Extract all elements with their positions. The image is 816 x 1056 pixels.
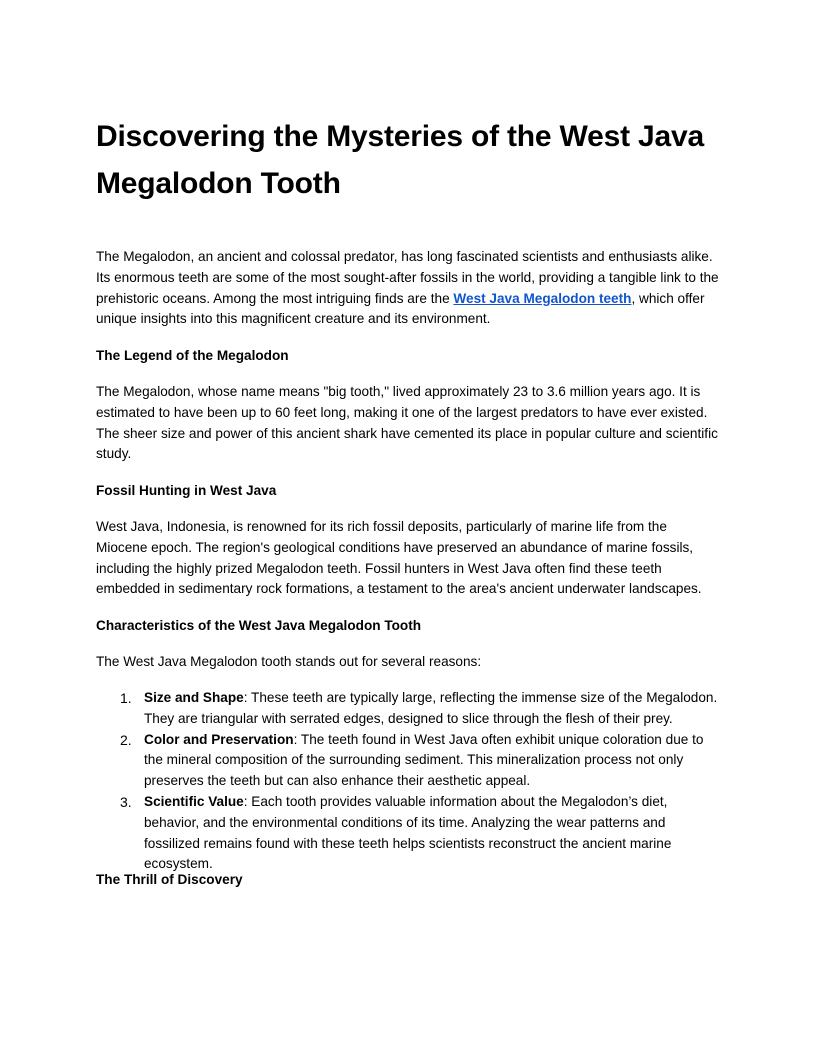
intro-text-after-link: , which offer unique insights into this magnificent creature and its environment. xyxy=(96,290,705,327)
list-item-text: : These teeth are typically large, reflecting the immense size of the Megalodon. They are triangular with serrated edges, designed to slice through the flesh of their prey. xyxy=(144,690,718,726)
list-item xyxy=(96,688,720,730)
section-text-characteristics: The West Java Megalodon tooth stands out for several reasons: xyxy=(96,654,482,669)
page-title: Discovering the Mysteries of the West Java Megalodon Tooth xyxy=(96,120,704,200)
list-item xyxy=(96,730,720,792)
list-item-term: Size and Shape xyxy=(144,690,244,705)
section-heading-characteristics: Characteristics of the West Java Megalodon Tooth xyxy=(96,618,422,633)
list-item xyxy=(96,792,720,875)
section-text-fossil-hunting: West Java, Indonesia, is renowned for its rich fossil deposits, particularly of marine life from the Miocene epoch. The region's geological conditions have preserved an abundance of marine fossils, including the highly prized Megalodon teeth. Fossil hunters in West Java often find these teeth embedded in sedimentary rock formations, a testament to the area's ancient underwater landscapes. xyxy=(96,519,702,597)
list-item-term: Scientific Value xyxy=(144,793,244,809)
intro-paragraph xyxy=(96,247,720,330)
characteristics-list xyxy=(96,688,720,875)
list-item-number: 2. xyxy=(120,731,132,748)
section-heading-thrill-of-discovery: The Thrill of Discovery xyxy=(96,872,243,887)
west-java-megalodon-teeth-link[interactable]: West Java Megalodon teeth xyxy=(453,290,632,306)
list-item-text: : The teeth found in West Java often exhibit unique coloration due to the mineral composition of the surrounding sediment. This mineralization process not only preserves the teeth but can also enhance their aesthetic appeal. xyxy=(144,731,704,789)
list-item-term: Color and Preservation xyxy=(144,731,294,747)
list-item-number: 3. xyxy=(120,793,132,810)
section-heading-legend: The Legend of the Megalodon xyxy=(96,348,289,363)
section-heading-fossil-hunting: Fossil Hunting in West Java xyxy=(96,483,277,498)
intro-text-before-link: The Megalodon, an ancient and colossal predator, has long fascinated scientists and enthusiasts alike. Its enormous teeth are some of the most sought-after fossils in the world, providing a tangible link to the prehistoric oceans. Among the most intriguing finds are the xyxy=(96,249,719,306)
list-item-text: : Each tooth provides valuable information about the Megalodon’s diet, behavior, and the environmental conditions of its time. Analyzing the wear patterns and fossilized remains found with these teeth helps scientists reconstruct the ancient marine ecosystem. xyxy=(144,793,672,872)
section-text-legend: The Megalodon, whose name means "big tooth," lived approximately 23 to 3.6 million years ago. It is estimated to have been up to 60 feet long, making it one of the largest predators to have ever existed. The sheer size and power of this ancient shark have cemented its place in popular culture and scientific study. xyxy=(96,384,718,462)
list-item-number: 1. xyxy=(120,690,132,706)
